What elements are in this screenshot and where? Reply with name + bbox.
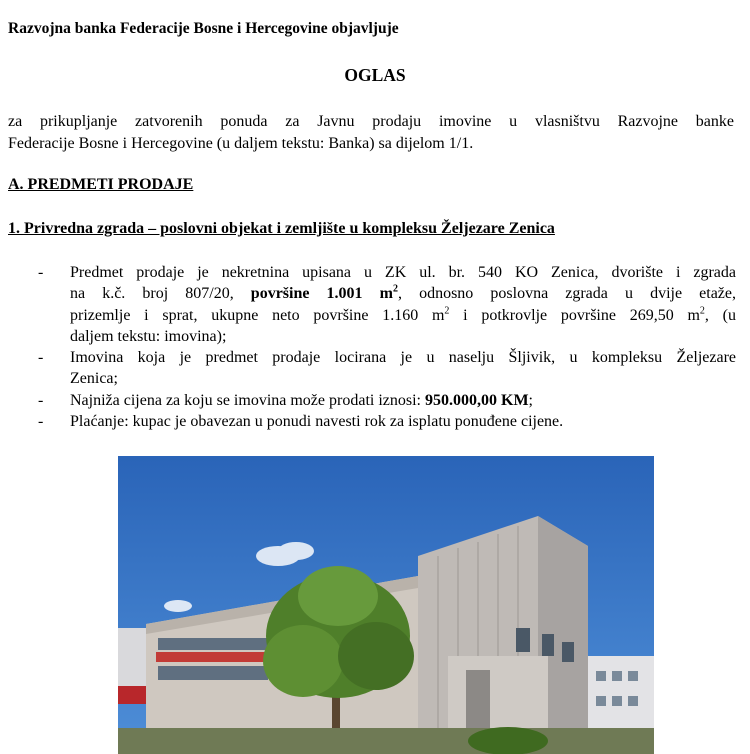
intro-paragraph: [8, 111, 734, 155]
text-run: Najniža cijena za koju se imovina može prodati iznosi:: [70, 391, 425, 409]
superscript: 2: [444, 305, 450, 317]
price-value: 950.000,00 KM: [425, 391, 529, 409]
issuer-line: Razvojna banka Federacije Bosne i Hercegovine objavljuje: [8, 20, 399, 37]
text-run: na k.č. broj 807/20,: [70, 285, 251, 303]
building-photo: [118, 456, 654, 754]
bullet-dash: -: [38, 264, 44, 281]
area-value: [251, 285, 398, 302]
bullet-4-line-1: Plaćanje: kupac je obavezan u ponudi navesti rok za isplatu ponuđene cijene.: [70, 413, 564, 431]
signage-strip: [156, 652, 276, 662]
subsection-heading: 1. Privredna zgrada – poslovni objekat i zemljište u kompleksu Željezare Zenica: [8, 220, 555, 237]
list-item: [38, 347, 736, 390]
list-item: [38, 411, 736, 432]
bullet-1-line-4: daljem tekstu: imovina);: [70, 327, 227, 345]
bullet-dash: -: [38, 413, 44, 431]
building-photo-illustration: [118, 456, 654, 754]
text-run: površine 1.001 m: [250, 285, 393, 303]
shrub: [468, 727, 548, 754]
bullet-2-line-2: Zenica;: [70, 370, 118, 388]
superscript: 2: [699, 305, 705, 317]
bullet-dash: -: [38, 391, 44, 409]
intro-line-2: Federacije Bosne i Hercegovine (u daljem tekstu: Banka) sa dijelom 1/1.: [8, 135, 474, 152]
bullet-1-line-3: [70, 305, 736, 326]
text-run: ;: [528, 391, 533, 409]
ground: [118, 728, 654, 754]
superscript: 2: [392, 283, 398, 295]
list-item: [38, 390, 736, 411]
bullet-1-line-1: Predmet prodaje je nekretnina upisana u ZK ul. br. 540 KO Zenica, dvorište i zgrada: [70, 264, 736, 281]
text-run: i potkrovlje površine 269,50 m: [449, 306, 700, 324]
text-run: , (u: [704, 306, 736, 324]
bullet-3-line-1: [70, 390, 736, 411]
bullet-dash: -: [38, 349, 44, 367]
list-item: [38, 262, 736, 347]
section-heading: A. PREDMETI PRODAJE: [8, 176, 194, 193]
bullet-list: [38, 262, 736, 432]
text-run: , odnosno poslovna zgrada u dvije etaže,: [397, 285, 737, 303]
document-title: OGLAS: [344, 65, 406, 85]
text-run: prizemlje i sprat, ukupne neto površine 1.160 m: [70, 306, 445, 324]
intro-line-1: za prikupljanje zatvorenih ponuda za Javnu prodaju imovine u vlasništvu Razvojne banke: [8, 113, 734, 130]
bullet-2-line-1: Imovina koja je predmet prodaje locirana je u naselju Šljivik, u kompleksu Željezare: [70, 349, 736, 367]
bullet-1-line-2: [70, 283, 736, 304]
